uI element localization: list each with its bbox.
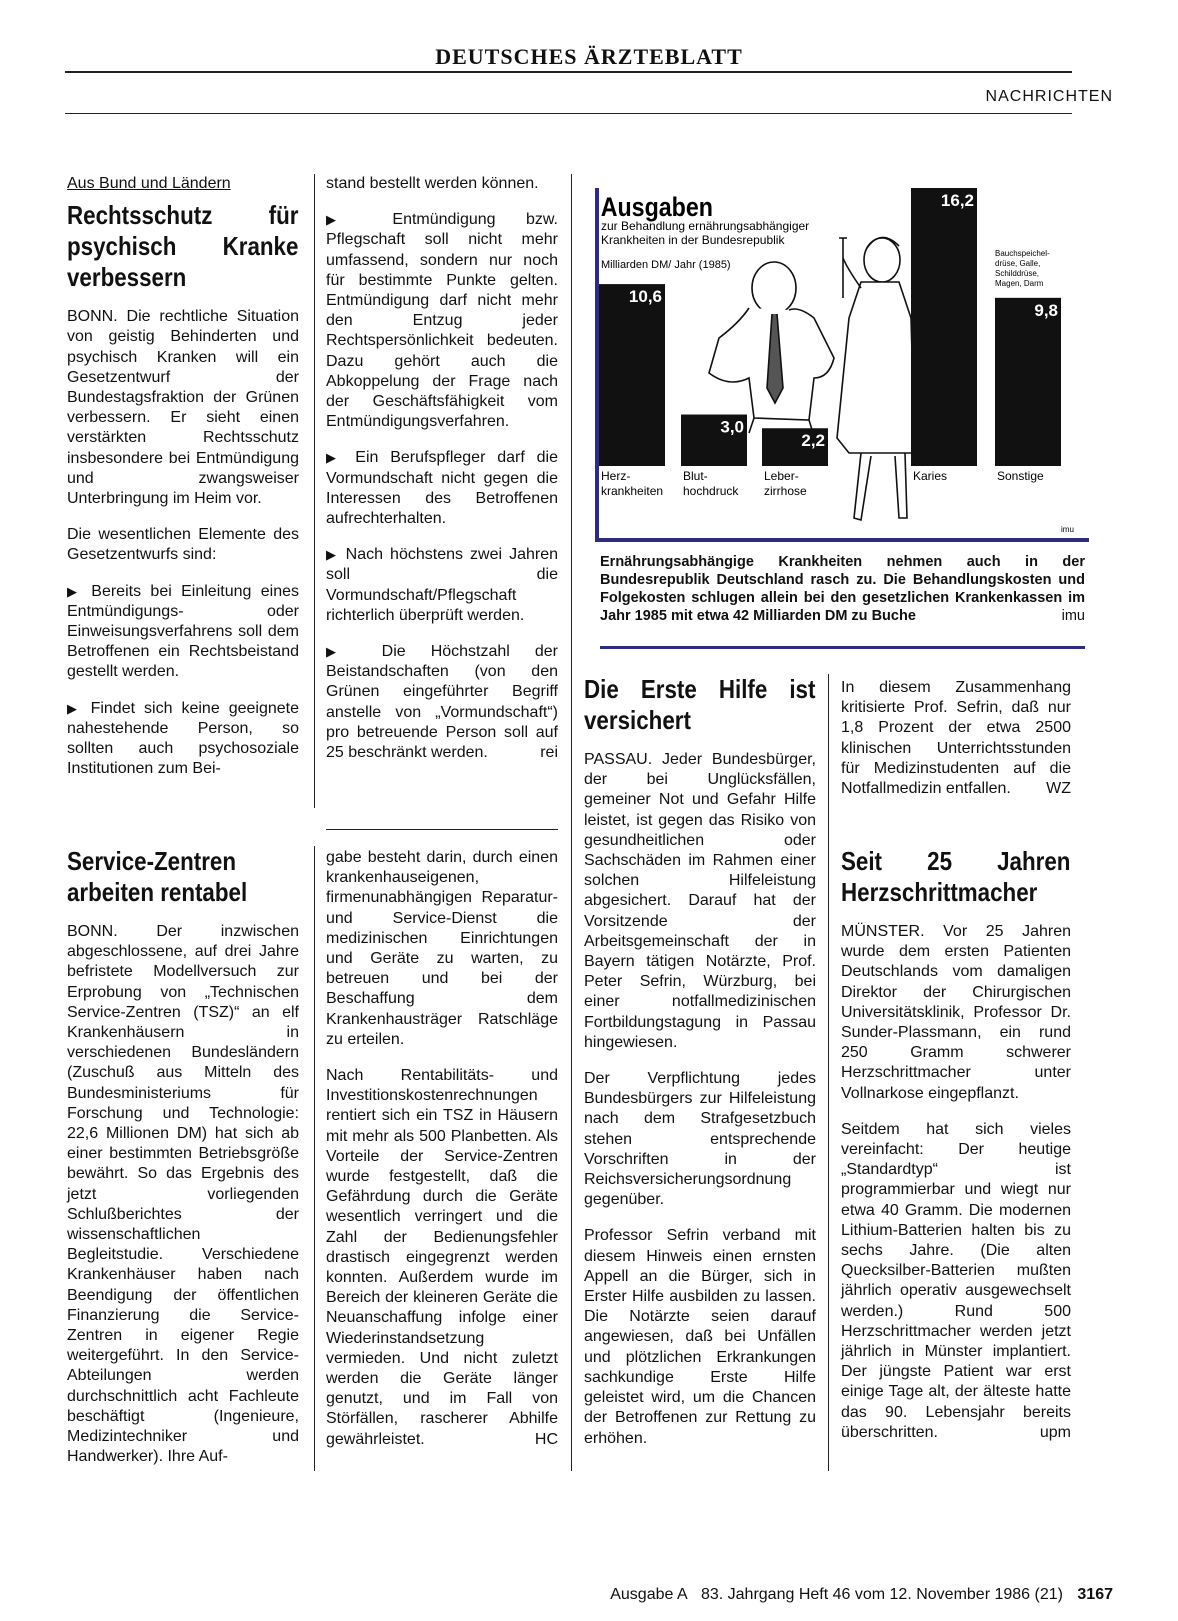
article3-column4 bbox=[841, 678, 1071, 799]
chart-subtitle-line: Krankheiten in der Bundesrepublik bbox=[601, 233, 785, 247]
chart-category-label: zirrhose bbox=[764, 484, 807, 498]
article3-paragraph: PASSAU. Jeder Bundesbürger, der bei Unglücksfällen, gemeiner Not und Gefahr Hilfe leistet, ist gegen das Risiko von gesundheitlichen oder Sachschäden im Rahmen einer solchen Hilfeleistung abgesichert. Darauf hat der Vorsitzende der Arbeitsgemeinschaft der in Bayern tätigen Notärzte, Prof. Peter Sefrin, Würzburg, bei einer notfallmedizinischen Fortbildungstagung in Passau hingewiesen. bbox=[584, 751, 816, 1051]
chart-subtitle-line: zur Behandlung ernährungsabhängiger bbox=[601, 219, 810, 233]
chart-value-label: 9,8 bbox=[1034, 300, 1058, 320]
article1-paragraph: Die wesentlichen Elemente des Gesetzentwurfs sind: bbox=[67, 526, 299, 564]
article2-paragraph: gabe besteht darin, durch einen krankenhauseigenen, firmenunabhängigen Reparatur- und Service-Dienst die medizinischen Einrichtungen und Geräte zu warten, zu betreuen und bei der Beschaffung dem Krankenhausträger Ratschläge zu erteilen. bbox=[326, 849, 558, 1048]
chart-title: Ausgaben bbox=[600, 192, 713, 223]
article3-paragraph: Professor Sefrin verband mit diesem Hinweis einen ernsten Appell an die Bürger, sich in Erster Hilfe ausbilden zu lassen. Die Notärzte seien darauf angewiesen, daß bei Unfällen und plötzlichen Erkrankungen sachkundige Erste Hilfe geleistet wird, um die Chancen der Betroffenen zur Rettung zu erhöhen. bbox=[584, 1227, 816, 1447]
article1-kicker: Aus Bund und Ländern bbox=[67, 175, 231, 192]
illustration-nurse-icon bbox=[837, 237, 919, 520]
bullet-triangle-icon: ▶ bbox=[326, 547, 339, 563]
chart-frame bbox=[595, 188, 1089, 542]
chart-credit: imu bbox=[1061, 525, 1074, 534]
article1-bullet: ▶ Ein Berufspfleger darf die Vormundschaft nicht gegen die Interessen des Betroffenen aufrechterhalten. bbox=[326, 449, 559, 528]
article1-bullet: ▶ Entmündigung bzw. Pflegschaft soll nicht mehr umfassend, sondern nur noch für bestimmte Punkte gelten. Entmündigung darf nicht mehr den Entzug jeder Rechtspersönlichkeit bedeuten. Dazu gehört auch die Abkoppelung der Frage nach der Geschäftsfähigkeit vom Entmündigungsverfahren. bbox=[326, 211, 559, 431]
article2-headline: Service-Zentren arbeiten rentabel bbox=[67, 846, 248, 907]
article1-bullet: ▶ Die Höchstzahl der Beistandschaften (von den Grünen eingeführter Begriff anstelle von „Vormundschaft“) pro betreuende Person soll auf 25 beschränkt werden. rei bbox=[326, 642, 558, 763]
article3-headline: Die Erste Hilfe ist versichert bbox=[584, 674, 816, 735]
chart-annotation-line: drüse, Galle, bbox=[995, 259, 1041, 268]
article2-paragraph: BONN. Der inzwischen abgeschlossene, auf drei Jahre befristete Modellversuch zur Erprobung von „Technischen Service-Zentren (TSZ)“ an elf Krankenhäusern in verschiedenen Bundesländern (Zuschuß aus Mitteln des Bundesministeriums für Forschung und Technologie: 22,6 Millionen DM) hat sich ab einer bestimmten Betriebsgröße bewährt. So das Ergebnis des jetzt vorliegenden Schlußberichtes der wissenschaftlichen Begleitstudie. Verschiedene Krankenhäuser haben nach Beendigung der öffentlichen Finanzierung die Service-Zentren in eigener Regie weitergeführt. In den Service-Abteilungen werden durchschnittlich acht Fachleute beschäftigt (Ingenieure, Medizintechniker und Handwerker). Ihre Auf- bbox=[67, 923, 299, 1466]
footer-info: 83. Jahrgang Heft 46 vom 12. November 1986 (21) bbox=[700, 1586, 1063, 1603]
chart-bar bbox=[599, 284, 665, 466]
chart-value-label: 16,2 bbox=[940, 191, 974, 210]
chart-category-label: Sonstige bbox=[997, 469, 1044, 483]
chart-category-labels bbox=[601, 469, 1044, 498]
chart-category-label: krankheiten bbox=[601, 484, 664, 498]
bullet-triangle-icon: ▶ bbox=[67, 583, 82, 599]
chart-category-label: Blut- bbox=[683, 469, 708, 483]
article2-column1 bbox=[67, 846, 299, 1467]
chart-annotation-line: Schilddrüse, bbox=[995, 269, 1040, 278]
masthead-title: DEUTSCHES ÄRZTEBLATT bbox=[435, 44, 743, 69]
article1-paragraph: BONN. Die rechtliche Situation von geistig Behinderten und psychisch Kranken will ein Gesetzentwurf der Bundestagsfraktion der Grünen verbessern. Er sieht einen verstärkten Rechtsschutz insbesondere bei Entmündigung und zwangsweiser Unterbringung im Heim vor. bbox=[67, 308, 299, 508]
column2-divider bbox=[326, 829, 558, 830]
chart-annotation-line: Magen, Darm bbox=[995, 279, 1044, 288]
article3-paragraph: In diesem Zusammenhang kritisierte Prof. Sefrin, daß nur 1,8 Prozent der etwa 2500 klinischen Unterrichtsstunden für Medizinstudenten auf die Notfallmedizin entfallen. WZ bbox=[841, 678, 1071, 799]
column-separator bbox=[314, 174, 315, 808]
chart-y-label: Milliarden DM/ Jahr (1985) bbox=[601, 259, 731, 271]
column-separator bbox=[314, 846, 315, 1471]
article4-headline: Seit 25 Jahren Herzschrittmacher bbox=[841, 846, 1071, 907]
article1-column1 bbox=[67, 174, 299, 779]
masthead-rule-bottom bbox=[65, 113, 1072, 114]
chart-bar bbox=[995, 298, 1061, 466]
bullet-triangle-icon: ▶ bbox=[326, 644, 357, 660]
article4-column4 bbox=[841, 846, 1071, 1443]
expenses-bar-chart bbox=[599, 188, 1085, 534]
chart-caption: Ernährungsabhängige Krankheiten nehmen auch in der Bundesrepublik Deutschland rasch zu. Die Behandlungskosten und Folgekosten schlugen allein bei den gesetzlichen Krankenkassen im Jahr 1985 mit etwa 42 Milliarden DM zu Buche imu bbox=[600, 554, 1085, 624]
article3-paragraph: Der Verpflichtung jedes Bundesbürgers zur Hilfeleistung nach dem Strafgesetzbuch stehen entsprechende Vorschriften in der Reichsversicherungsordnung gegenüber. bbox=[584, 1070, 816, 1209]
column-separator bbox=[828, 674, 829, 1471]
article1-bullet: ▶ Nach höchstens zwei Jahren soll die Vormundschaft/Pflegschaft richterlich überprüft werden. bbox=[326, 546, 559, 624]
section-label: NACHRICHTEN bbox=[985, 88, 1113, 105]
bullet-triangle-icon: ▶ bbox=[67, 700, 82, 716]
article1-bullet: ▶ Findet sich keine geeignete nahestehende Person, so sollten auch psychosoziale Institutionen zum Bei- bbox=[67, 699, 300, 778]
masthead-rule-top bbox=[65, 71, 1072, 73]
page-number: 3167 bbox=[1077, 1586, 1113, 1603]
article3-signature: WZ bbox=[1046, 780, 1071, 798]
chart-category-label: hochdruck bbox=[683, 484, 739, 498]
chart-category-label: Karies bbox=[913, 469, 948, 483]
article4-signature: upm bbox=[1039, 1423, 1071, 1441]
article1-column2 bbox=[326, 174, 558, 763]
bullet-triangle-icon: ▶ bbox=[326, 212, 362, 228]
article1-headline: Rechtsschutz für psychisch Kranke verbessern bbox=[67, 200, 299, 293]
chart-annotation-line: Bauchspeichel- bbox=[995, 249, 1050, 258]
article3-column3 bbox=[584, 674, 816, 1449]
article2-signature: HC bbox=[534, 1430, 558, 1448]
article2-column2 bbox=[326, 848, 558, 1450]
chart-value-label: 3,0 bbox=[720, 417, 744, 437]
chart-caption-rule bbox=[600, 646, 1085, 649]
article1-bullet: ▶ Bereits bei Einleitung eines Entmündigungs- oder Einweisungsverfahrens soll dem Betroffenen ein Rechtsbeistand gestellt werden. bbox=[67, 582, 299, 681]
chart-value-label: 2,2 bbox=[801, 431, 825, 451]
chart-caption-signature: imu bbox=[1061, 608, 1085, 624]
article4-paragraph: Seitdem hat sich vieles vereinfacht: Der heutige „Standardtyp“ ist programmierbar und wiegt nur etwa 40 Gramm. Die modernen Lithium-Batterien halten bis zu sechs Jahre. (Die alten Quecksilber-Batterien mußten jährlich operativ ausgewechselt werden.) Rund 500 Herzschrittmacher werden jetzt jährlich in Münster implantiert. Der jüngste Patient war erst einige Tage alt, der älteste hatte das 90. Lebensjahr bereits überschritten. upm bbox=[841, 1120, 1071, 1443]
chart-annotation bbox=[995, 249, 1050, 288]
article4-paragraph: MÜNSTER. Vor 25 Jahren wurde dem ersten Patienten Deutschlands vom damaligen Direktor der Chirurgischen Universitätsklinik, Professor Dr. Sunder-Plassmann, ein rund 250 Gramm schwerer Herzschrittmacher unter Vollnarkose eingepflanzt. bbox=[841, 923, 1071, 1102]
chart-category-label: Herz- bbox=[601, 469, 631, 483]
article1-paragraph: stand bestellt werden können. bbox=[326, 175, 539, 192]
article2-paragraph: Nach Rentabilitäts- und Investitionskostenrechnungen rentiert sich ein TSZ in Häusern mit mehr als 500 Planbetten. Als Vorteile der Service-Zentren wurde festgestellt, daß die Gefährdung durch die Geräte wesentlich verringert und die Zahl der Bedienungsfehler drastisch eingegrenzt werden konnten. Außerdem wurde im Bereich der kleineren Geräte die Neuanschaffung infolge einer Wiederinstandsetzung vermieden. Und nicht zuletzt werden die Geräte länger genutzt, und im Fall von Störfällen, rascherer Abhilfe gewährleistet. HC bbox=[326, 1066, 558, 1450]
illustration-man-icon bbox=[709, 262, 834, 433]
bullet-triangle-icon: ▶ bbox=[326, 450, 344, 466]
chart-bar bbox=[911, 188, 977, 466]
chart-category-label: Leber- bbox=[764, 469, 799, 483]
page-footer bbox=[0, 1586, 1113, 1604]
footer-issue: Ausgabe A bbox=[610, 1586, 688, 1603]
article1-signature: rei bbox=[540, 744, 558, 762]
column-separator bbox=[571, 174, 572, 1471]
chart-value-label: 10,6 bbox=[628, 287, 662, 307]
